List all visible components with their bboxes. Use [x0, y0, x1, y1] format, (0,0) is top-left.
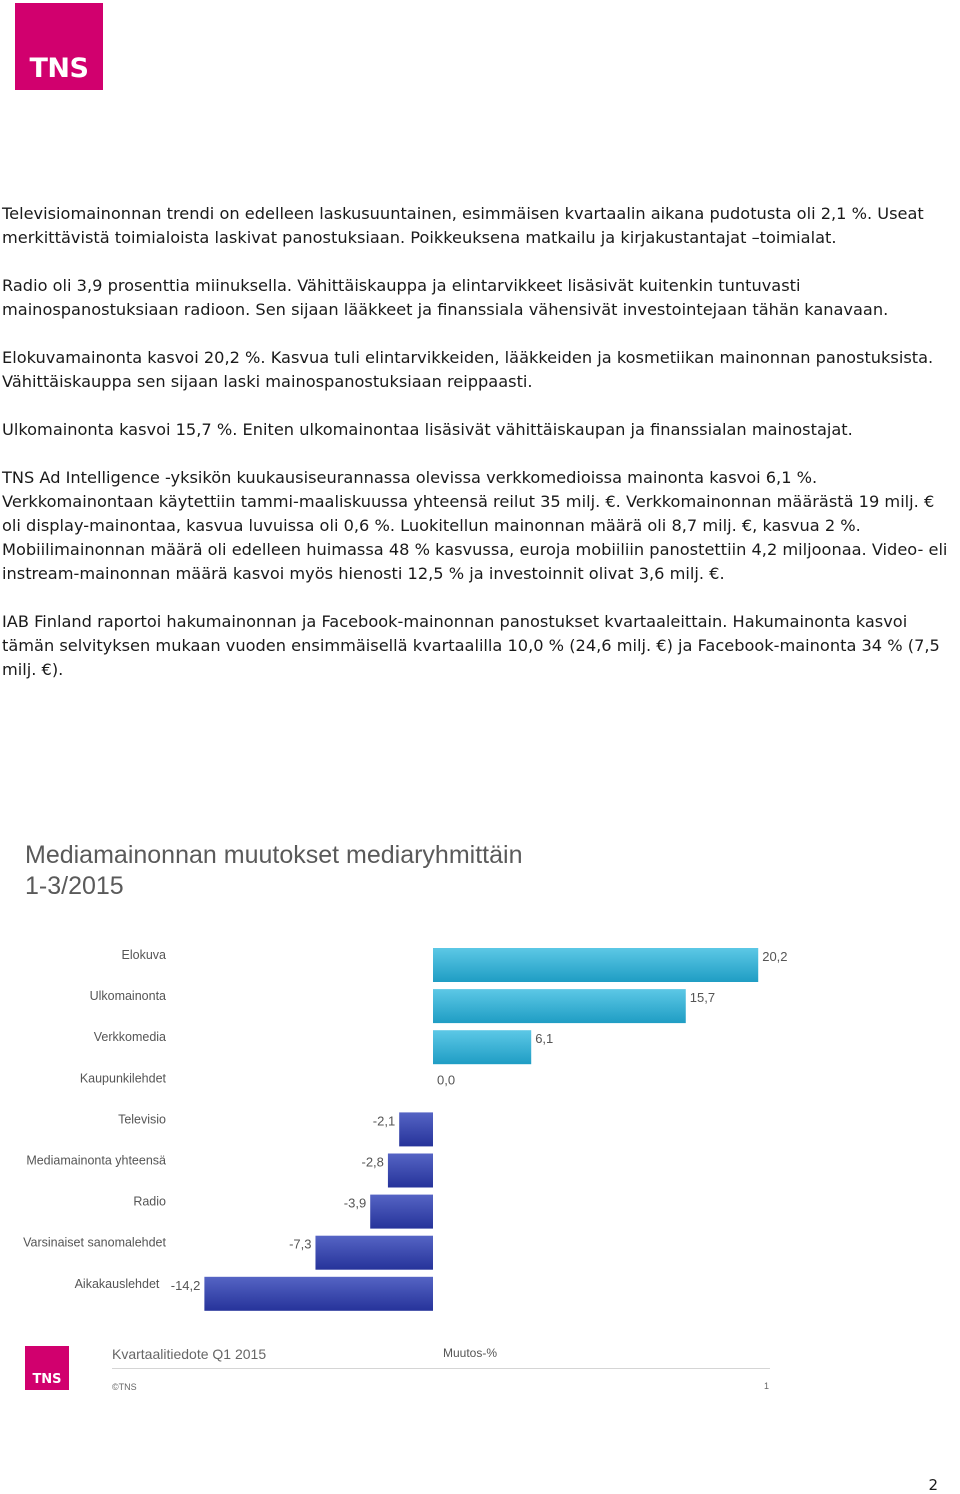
bar-6	[370, 1195, 433, 1229]
bar-8	[204, 1277, 433, 1311]
footer-copyright: ©TNS	[112, 1382, 137, 1392]
paragraph-online: TNS Ad Intelligence -yksikön kuukausiseurannassa olevissa verkkomedioissa mainonta kasvoi 6,1 %. Verkkomainontaan käytettiin tammi-maaliskuussa yhteensä reilut 35 milj. €. Verkkomainonnan määrästä 19 milj. € oli display-mainontaa, kasvua luvuissa oli 0,6 %. Luokitellun mainonnan määrä oli 8,7 milj. €, kasvua 2 %. Mobiilimainonnan määrä oli edelleen huimassa 48 % kasvussa, euroja mobiiliin panostettiin 4,2 miljoonaa. Video- eli instream-mainonnan määrä kasvoi myös hienosti 12,5 % ja investoinnit olivat 3,6 milj. €.	[2, 468, 948, 583]
value-label-1: 15,7	[689, 990, 716, 1006]
bar-0	[433, 948, 758, 982]
paragraph-cinema: Elokuvamainonta kasvoi 20,2 %. Kasvua tuli elintarvikkeiden, lääkkeiden ja kosmetiikan mainonnan panostuksista. Vähittäiskauppa sen sijaan laski mainospanostuksiaan reippaasti.	[2, 348, 934, 391]
footer-document-title: Kvartaalitiedote Q1 2015	[112, 1346, 267, 1362]
footer-slide-number: 1	[764, 1381, 770, 1391]
value-label-3: 0,0	[437, 1072, 456, 1088]
value-label-2: 6,1	[535, 1031, 554, 1047]
category-label-8: Aikakauslehdet	[74, 1276, 160, 1291]
bar-4	[399, 1112, 433, 1146]
chart-slide	[0, 818, 800, 1408]
value-label-5: -2,8	[361, 1154, 384, 1170]
bar-2	[433, 1030, 531, 1064]
paragraph-search-facebook: IAB Finland raportoi hakumainonnan ja Facebook-mainonnan panostukset kvartaaleittain. Hakumainonta kasvoi tämän selvityksen mukaan vuoden ensimmäisellä kvartaalilla 10,0 % (24,6 milj. €) ja Facebook-mainonta 34 % (7,5 milj. €).	[2, 612, 940, 679]
category-label-5: Mediamainonta yhteensä	[26, 1153, 166, 1168]
category-label-4: Televisio	[118, 1112, 166, 1127]
chart-title-line1: Mediamainonnan muutokset mediaryhmittäin	[25, 841, 523, 869]
page-number: 2	[928, 1476, 938, 1494]
value-label-8: -14,2	[170, 1277, 201, 1293]
category-label-6: Radio	[133, 1194, 166, 1209]
value-label-0: 20,2	[762, 949, 788, 964]
paragraph-radio: Radio oli 3,9 prosenttia miinuksella. Vähittäiskauppa ja elintarvikkeet lisäsivät kuitenkin tuntuvasti mainospanostuksiaan radioon. Sen sijaan lääkkeet ja finanssiala vähensivät investointejaan tähän kanavaan.	[2, 276, 889, 319]
category-label-1: Ulkomainonta	[89, 989, 166, 1004]
axis-label: Muutos-%	[443, 1346, 498, 1360]
category-label-3: Kaupunkilehdet	[79, 1071, 166, 1086]
tns-logo: TNS	[15, 3, 103, 90]
bar-7	[315, 1236, 433, 1270]
value-label-7: -7,3	[289, 1236, 312, 1252]
footer-tns-logo: TNS	[25, 1346, 69, 1390]
chart-title-line2: 1-3/2015	[25, 872, 124, 900]
bar-1	[433, 989, 686, 1023]
bar-chart	[0, 818, 800, 1338]
footer-divider	[112, 1368, 770, 1369]
value-label-4: -2,1	[372, 1113, 396, 1129]
category-label-2: Verkkomedia	[93, 1030, 166, 1045]
value-label-6: -3,9	[343, 1195, 367, 1211]
category-label-7: Varsinaiset sanomalehdet	[23, 1235, 166, 1250]
category-label-0: Elokuva	[121, 948, 166, 962]
paragraph-outdoor: Ulkomainonta kasvoi 15,7 %. Eniten ulkomainontaa lisäsivät vähittäiskaupan ja finanssialan mainostajat.	[2, 420, 853, 439]
article-text	[2, 202, 958, 706]
paragraph-tv: Televisiomainonnan trendi on edelleen laskusuuntainen, esimmäisen kvartaalin aikana pudotusta oli 2,1 %. Useat merkittävistä toimialoista laskivat panostuksiaan. Poikkeuksena matkailu ja kirjakustantajat –toimialat.	[2, 204, 924, 247]
bar-5	[388, 1154, 433, 1188]
